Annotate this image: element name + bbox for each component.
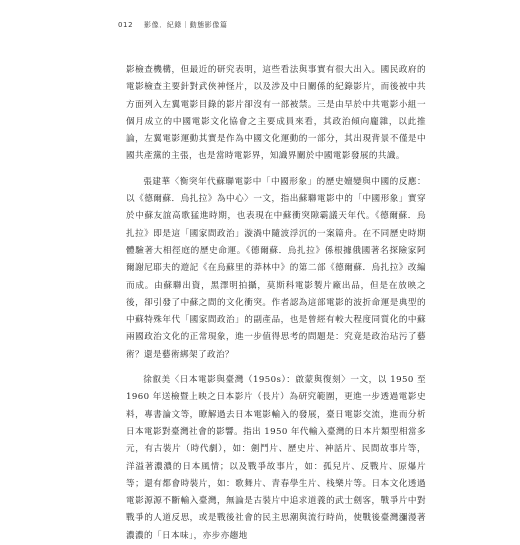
paragraph-xu: 徐叡美〈日本電影與臺灣（1950s）：啟蒙與復刻〉一文，以 1950 至 1960 年送檢暨上映之日本影片（長片）為研究範圍，更進一步透過電影史料，專書論文等，瞭解過去日本電影輸入的發展，臺日電影交流，進而分析日本電影對臺灣社會的影響。指出 1950 年代輸入臺灣的日本片類型相當多元，有古裝片（時代劇），如：劍鬥片、歷史片、神話片、民間故事片等，洋溢著濃濃的日本風情；以及戰爭故事片，如：孤兒片、反戰片、原爆片等；還有都會時裝片，如：歌舞片、青春學生片、栈樂片等。日本文化透過電影源源不斷輸入臺灣，無論是古裝片中追求道義的武士劍客，戰爭片中對戰爭的人道反思，或是戰後社會的民主思潮與流行時尚，使戰後臺灣瀰漫著濃濃的「日本味」，亦步亦趨地 xyxy=(126,375,426,541)
paragraph-gap xyxy=(126,364,426,372)
paragraph-continued: 影檢查機構，但最近的研究表明，這些看法與事實有很大出入。國民政府的電影檢查主要針對武俠神怪片，以及涉及中日關係的紀錄影片，而後被中共方面列入左翼電影目錄的影片卻沒有一部被禁。三是由早於中共電影小組一個月成立的中國電影文化協會之主要成員來看，其政治傾向龐雜，以此推論，左翼電影運動其實是作為中國文化運動的一部分，其出現背景不僅是中國共產黨的主張，也是當時電影界，知識界關於中國電影發展的共識。 xyxy=(126,65,426,162)
running-header xyxy=(118,20,228,30)
paragraph-gap xyxy=(126,166,426,174)
running-title: 影像．紀錄｜動態影像篇 xyxy=(144,21,228,29)
paragraph-zhang: 張建華〈衡突年代蘇聯電影中「中國形象」的歷史嬗變與中國的反應：以《德爾蘇．烏扎拉》為中心〉一文，指出蘇聯電影中的「中國形象」實穿於中蘇友誼高歌猛進時期，也表現在中蘇衝突隙霸議天年代。《德爾蘇．烏扎拉》即是這「國家間政治」漩渦中隨波浮沉的一案篇舟。在不同歷史時期體驗著大相徑庭的歷史命運。《德爾蘇．烏扎拉》係根據俄國著名探險家阿爾謝尼耶夫的遊記《在烏蘇里的莽林中》的第二部《德爾蘇．烏扎拉》改編而成。由蘇聯出資，黑澤明拍攝，莫斯科電影製片廠出品，但是在放映之後，卻引發了中蘇之間的文化衝突。作者認為這部電影的波折命運是典型的中蘇特殊年代「國家間政治」的副產品，也是曾經有較大程度同質化的中蘇兩國政治文化的正常現象，進一步值得思考的問題是：究竟是政治玷污了藝術？還是藝術綁架了政治？ xyxy=(126,176,426,360)
page-number: 012 xyxy=(118,21,134,29)
body-text xyxy=(126,62,426,545)
